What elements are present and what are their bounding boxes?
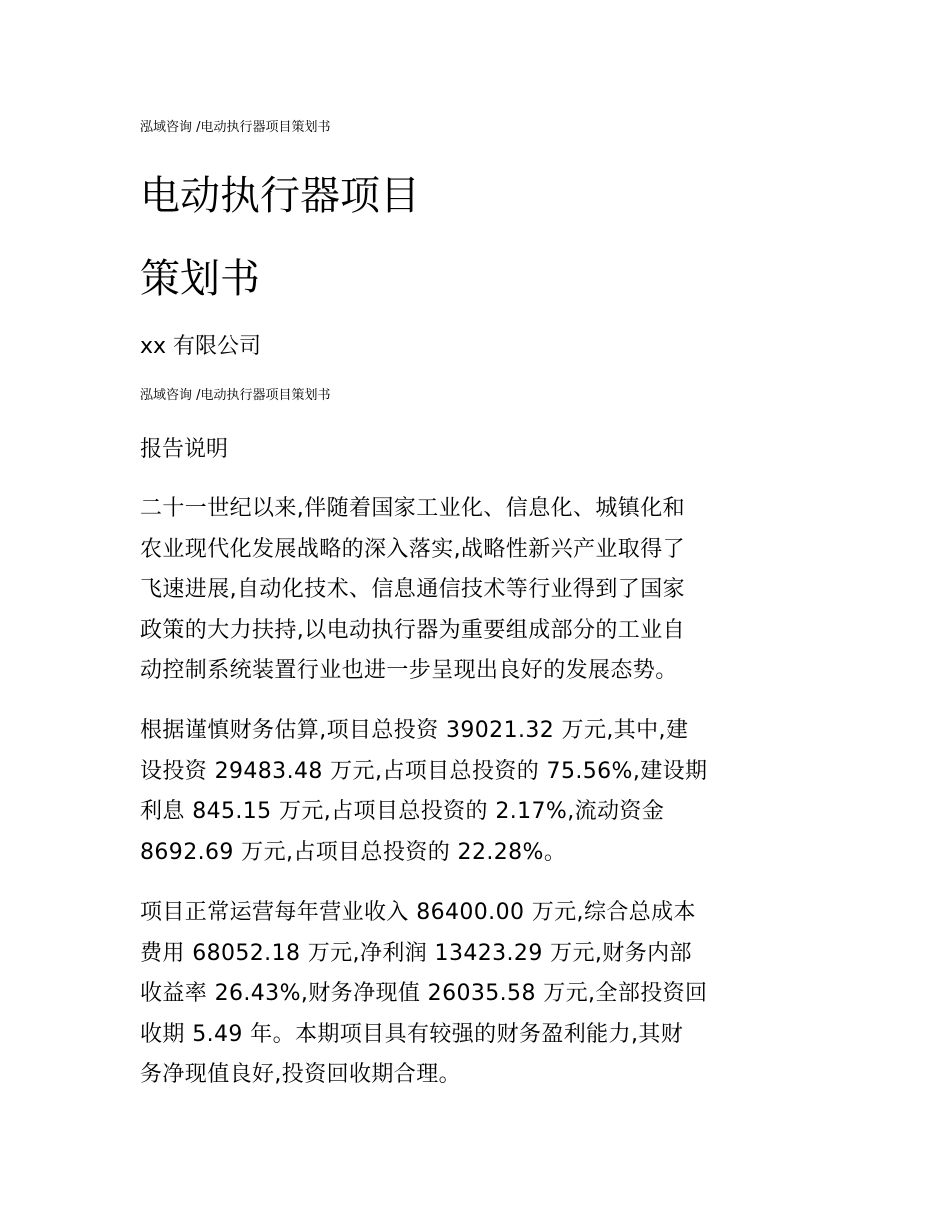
paragraph-line: 利息 845.15 万元,占项目总投资的 2.17%,流动资金 [140,799,665,824]
paragraph-line: 飞速进展,自动化技术、信息通信技术等行业得到了国家 [140,577,685,602]
document-title-line-1: 电动执行器项目 [140,173,420,219]
paragraph-line: 设投资 29483.48 万元,占项目总投资的 75.56%,建设期 [140,758,708,784]
paragraph-investment [140,711,810,873]
paragraph-line: 收益率 26.43%,财务净现值 26035.58 万元,全部投资回 [140,981,708,1006]
running-header-second: 泓域咨询 /电动执行器项目策划书 [140,388,331,403]
paragraph-line: 动控制系统装置行业也进一步呈现出良好的发展态势。 [140,658,678,683]
company-name: xx 有限公司 [140,334,262,359]
paragraph-line: 8692.69 万元,占项目总投资的 22.28%。 [140,839,567,865]
paragraph-line: 项目正常运营每年营业收入 86400.00 万元,综合总成本 [140,900,696,925]
paragraph-background [140,489,810,692]
running-header: 泓域咨询 /电动执行器项目策划书 [140,120,331,135]
paragraph-line: 收期 5.49 年。本期项目具有较强的财务盈利能力,其财 [140,1021,684,1047]
section-heading: 报告说明 [140,437,229,462]
paragraph-financials [140,893,810,1096]
paragraph-line: 根据谨慎财务估算,项目总投资 39021.32 万元,其中,建 [140,718,689,743]
paragraph-line: 政策的大力扶持,以电动执行器为重要组成部分的工业自 [140,617,685,643]
paragraph-line: 农业现代化发展战略的深入落实,战略性新兴产业取得了 [140,536,685,562]
paragraph-line: 务净现值良好,投资回收期合理。 [140,1062,461,1087]
paragraph-line: 二十一世纪以来,伴随着国家工业化、信息化、城镇化和 [140,496,685,521]
document-title-line-2: 策划书 [140,256,260,302]
paragraph-line: 费用 68052.18 万元,净利润 13423.29 万元,财务内部 [140,940,692,966]
